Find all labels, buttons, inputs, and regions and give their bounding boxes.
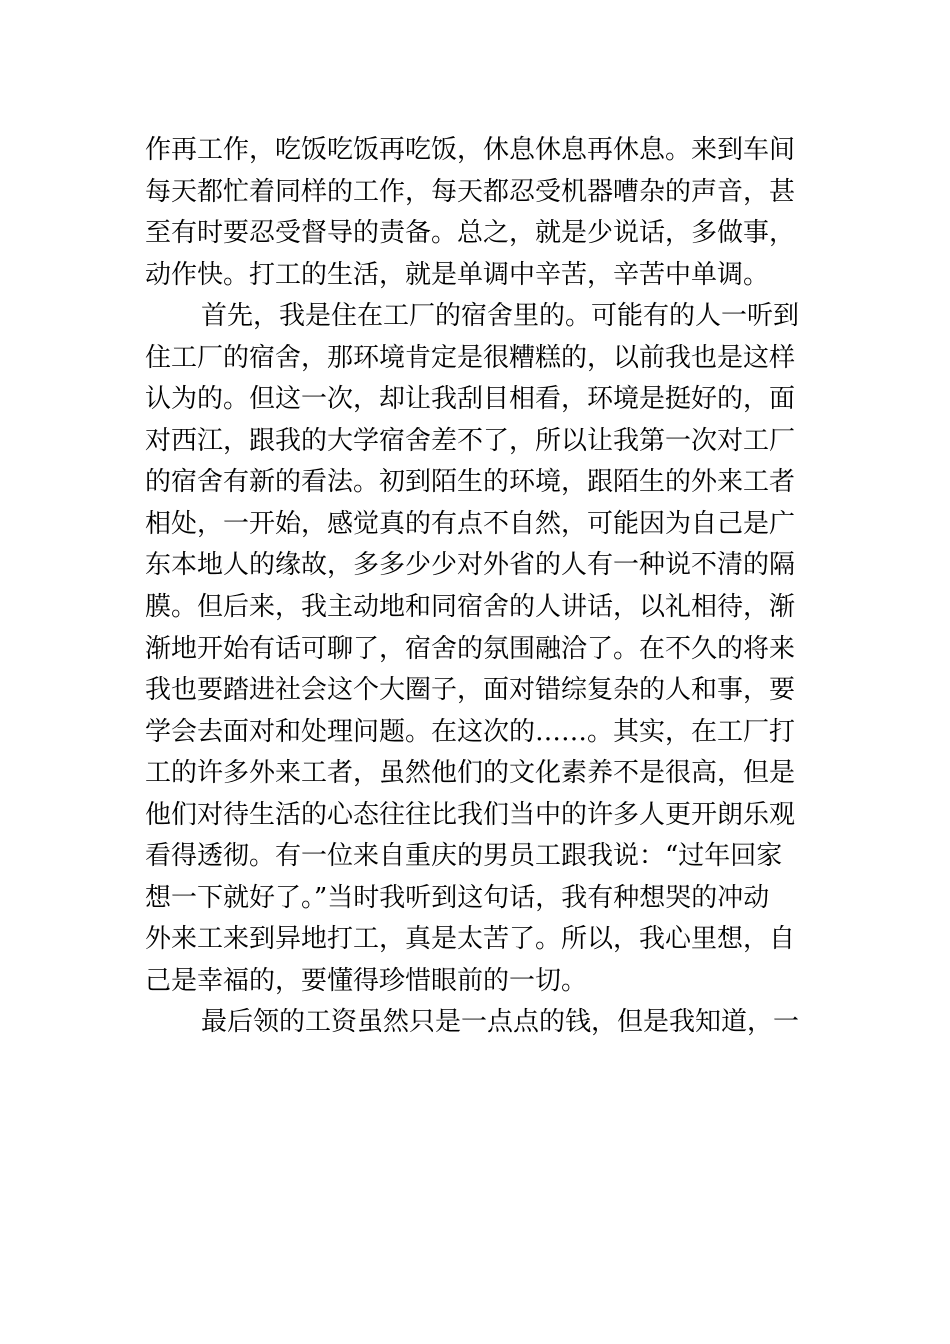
text-line: 至有时要忍受督导的责备。总之，就是少说话，多做事， xyxy=(145,218,796,249)
text-line: 膜。但后来，我主动地和同宿舍的人讲话，以礼相待，渐 xyxy=(145,592,796,623)
text-line: 他们对待生活的心态往往比我们当中的许多人更开朗乐观 xyxy=(145,799,796,830)
text-line: 住工厂的宿舍，那环境肯定是很糟糕的，以前我也是这样 xyxy=(145,342,796,373)
text-line: 外来工来到异地打工，真是太苦了。所以，我心里想，自 xyxy=(145,924,796,955)
text-line: 想一下就好了。”当时我听到这句话，我有种想哭的冲动 xyxy=(145,882,770,913)
text-line: 渐地开始有话可聊了，宿舍的氛围融洽了。在不久的将来 xyxy=(145,633,796,664)
text-line: 对西江，跟我的大学宿舍差不了，所以让我第一次对工厂 xyxy=(145,425,796,456)
text-line: 学会去面对和处理问题。在这次的……。其实，在工厂打 xyxy=(145,716,796,747)
text-line: 我也要踏进社会这个大圈子，面对错综复杂的人和事，要 xyxy=(145,675,796,706)
text-line: 看得透彻。有一位来自重庆的男员工跟我说：“过年回家 xyxy=(145,841,783,872)
text-line: 相处，一开始，感觉真的有点不自然，可能因为自己是广 xyxy=(145,508,796,539)
paragraph-first-line: 首先，我是住在工厂的宿舍里的。可能有的人一听到 xyxy=(201,301,800,332)
text-line: 东本地人的缘故，多多少少对外省的人有一种说不清的隔 xyxy=(145,550,796,581)
text-line: 认为的。但这一次，却让我刮目相看，环境是挺好的，面 xyxy=(145,384,796,415)
text-line: 每天都忙着同样的工作，每天都忍受机器嘈杂的声音，甚 xyxy=(145,176,796,207)
text-line: 己是幸福的，要懂得珍惜眼前的一切。 xyxy=(145,965,588,996)
text-line: 作再工作，吃饭吃饭再吃饭，休息休息再休息。来到车间 xyxy=(145,135,796,165)
text-line: 的宿舍有新的看法。初到陌生的环境，跟陌生的外来工者 xyxy=(145,467,796,498)
text-line: 工的许多外来工者，虽然他们的文化素养不是很高，但是 xyxy=(145,758,796,789)
document-body xyxy=(145,130,810,1044)
paragraph-first-line: 最后领的工资虽然只是一点点的钱，但是我知道，一 xyxy=(201,1007,800,1038)
text-line: 动作快。打工的生活，就是单调中辛苦，辛苦中单调。 xyxy=(145,259,770,290)
